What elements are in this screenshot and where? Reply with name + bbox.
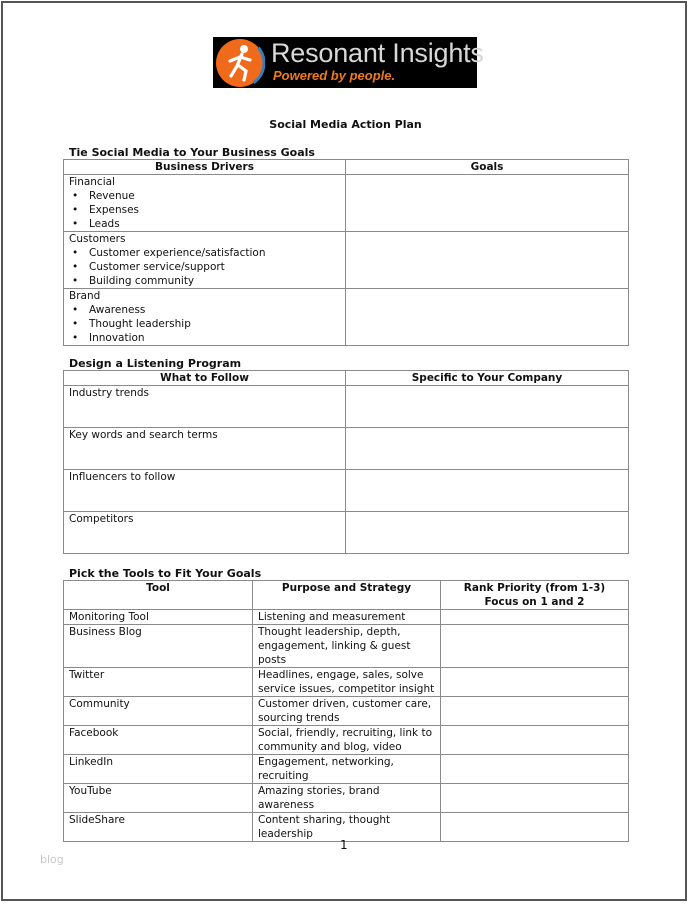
table-row bbox=[64, 668, 629, 697]
header-business-drivers: Business Drivers bbox=[64, 160, 346, 175]
rank-header-line1: Rank Priority (from 1-3) bbox=[463, 582, 606, 594]
tool-purpose: Content sharing, thought leadership bbox=[253, 813, 441, 842]
rank-cell[interactable] bbox=[441, 726, 629, 755]
rank-cell[interactable] bbox=[441, 813, 629, 842]
list-item: • Expenses bbox=[69, 203, 340, 217]
company-logo bbox=[213, 37, 484, 88]
header-rank-priority bbox=[441, 581, 629, 610]
tool-purpose: Amazing stories, brand awareness bbox=[253, 784, 441, 813]
header-purpose: Purpose and Strategy bbox=[253, 581, 441, 610]
header-tool: Tool bbox=[64, 581, 253, 610]
goals-cell[interactable] bbox=[346, 232, 629, 289]
table-row bbox=[64, 470, 629, 512]
logo-tagline: Powered by people. bbox=[273, 68, 396, 83]
list-item: • Awareness bbox=[69, 303, 340, 317]
header-specific-to-company: Specific to Your Company bbox=[346, 371, 629, 386]
business-goals-table bbox=[63, 159, 629, 346]
tool-purpose: Engagement, networking, recruiting bbox=[253, 755, 441, 784]
follow-item: Industry trends bbox=[64, 386, 346, 428]
rank-header-line2: Focus on 1 and 2 bbox=[484, 596, 585, 608]
table-row bbox=[64, 386, 629, 428]
follow-item: Influencers to follow bbox=[64, 470, 346, 512]
specific-cell[interactable] bbox=[346, 512, 629, 554]
table-row bbox=[64, 512, 629, 554]
listening-program-table bbox=[63, 370, 629, 554]
section-heading-tools: Pick the Tools to Fit Your Goals bbox=[69, 567, 262, 580]
watermark-text: blog bbox=[40, 853, 64, 866]
driver-category: Brand bbox=[69, 290, 101, 302]
follow-item: Competitors bbox=[64, 512, 346, 554]
runner-logo-icon bbox=[215, 38, 265, 88]
specific-cell[interactable] bbox=[346, 470, 629, 512]
list-item: • Leads bbox=[69, 217, 340, 231]
rank-cell[interactable] bbox=[441, 610, 629, 625]
document-title: Social Media Action Plan bbox=[269, 118, 422, 131]
tool-name: Twitter bbox=[64, 668, 253, 697]
table-row bbox=[64, 175, 629, 232]
list-item: • Innovation bbox=[69, 331, 340, 345]
rank-cell[interactable] bbox=[441, 668, 629, 697]
section-heading-goals: Tie Social Media to Your Business Goals bbox=[69, 146, 315, 159]
tools-table bbox=[63, 580, 629, 842]
table-row bbox=[64, 232, 629, 289]
tool-purpose: Listening and measurement bbox=[253, 610, 441, 625]
list-item: • Thought leadership bbox=[69, 317, 340, 331]
driver-category: Customers bbox=[69, 233, 126, 245]
tool-name: Monitoring Tool bbox=[64, 610, 253, 625]
tool-name: SlideShare bbox=[64, 813, 253, 842]
table-row bbox=[64, 697, 629, 726]
tool-name: LinkedIn bbox=[64, 755, 253, 784]
specific-cell[interactable] bbox=[346, 386, 629, 428]
section-heading-listening: Design a Listening Program bbox=[69, 357, 242, 370]
tool-name: YouTube bbox=[64, 784, 253, 813]
tool-purpose: Social, friendly, recruiting, link to community and blog, video bbox=[253, 726, 441, 755]
follow-item: Key words and search terms bbox=[64, 428, 346, 470]
table-row bbox=[64, 610, 629, 625]
header-goals: Goals bbox=[346, 160, 629, 175]
tool-purpose: Thought leadership, depth, engagement, linking & guest posts bbox=[253, 625, 441, 668]
list-item: • Customer experience/satisfaction bbox=[69, 246, 340, 260]
driver-list bbox=[69, 189, 340, 231]
table-row bbox=[64, 428, 629, 470]
driver-category: Financial bbox=[69, 176, 115, 188]
driver-list bbox=[69, 246, 340, 288]
list-item: • Customer service/support bbox=[69, 260, 340, 274]
tool-purpose: Customer driven, customer care, sourcing trends bbox=[253, 697, 441, 726]
table-row bbox=[64, 784, 629, 813]
rank-cell[interactable] bbox=[441, 784, 629, 813]
tool-purpose: Headlines, engage, sales, solve service issues, competitor insight bbox=[253, 668, 441, 697]
tool-name: Business Blog bbox=[64, 625, 253, 668]
table-row bbox=[64, 726, 629, 755]
rank-cell[interactable] bbox=[441, 697, 629, 726]
table-row bbox=[64, 625, 629, 668]
tool-name: Facebook bbox=[64, 726, 253, 755]
page-number: 1 bbox=[340, 838, 348, 852]
rank-cell[interactable] bbox=[441, 625, 629, 668]
rank-cell[interactable] bbox=[441, 755, 629, 784]
table-row bbox=[64, 289, 629, 346]
table-row bbox=[64, 755, 629, 784]
list-item: • Revenue bbox=[69, 189, 340, 203]
driver-list bbox=[69, 303, 340, 345]
tool-name: Community bbox=[64, 697, 253, 726]
list-item: • Building community bbox=[69, 274, 340, 288]
specific-cell[interactable] bbox=[346, 428, 629, 470]
header-what-to-follow: What to Follow bbox=[64, 371, 346, 386]
goals-cell[interactable] bbox=[346, 289, 629, 346]
logo-brand-name: Resonant Insights bbox=[271, 38, 484, 68]
goals-cell[interactable] bbox=[346, 175, 629, 232]
